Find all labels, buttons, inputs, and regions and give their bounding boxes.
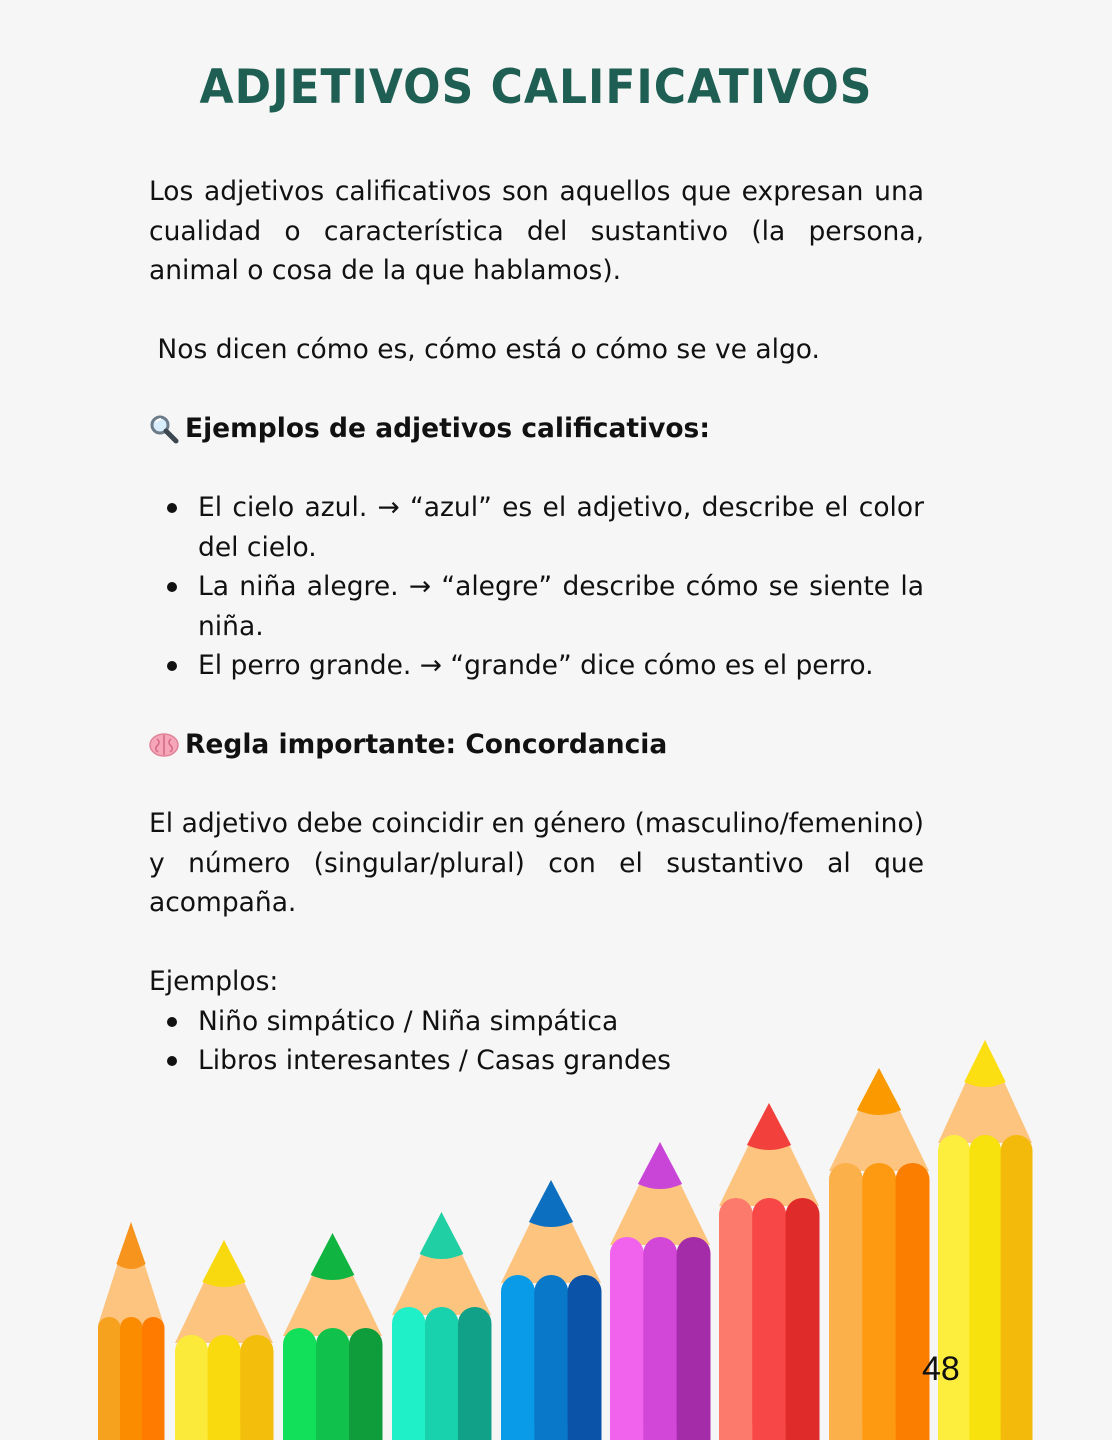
rule-heading-text: Regla importante: Concordancia [185, 729, 668, 760]
intro-paragraph: Los adjetivos calificativos son aquellos que expresan una cualidad o característica del sustantivo (la persona, animal o cosa de la que hablamos). [149, 176, 924, 286]
list-item: Niño simpático / Niña simpática [149, 1002, 924, 1042]
pencil-teal [392, 1212, 492, 1440]
examples-heading-text: Ejemplos de adjetivos calificativos: [185, 413, 710, 444]
list-item: La niña alegre. → “alegre” describe cómo se siente la niña. [149, 567, 924, 646]
page-title: ADJETIVOS CALIFICATIVOS [199, 59, 873, 116]
content [149, 172, 924, 1081]
rule-heading [149, 725, 924, 765]
pencil-red [719, 1103, 820, 1440]
rule-paragraph: El adjetivo debe coincidir en género (masculino/femenino) y número (singular/plural) con el sustantivo al que acompaña. [149, 808, 924, 918]
pencil-green [283, 1233, 383, 1440]
agreement-label: Ejemplos: [149, 966, 279, 997]
examples-heading [149, 409, 924, 449]
examples-list [149, 488, 924, 686]
page-number: 48 [922, 1350, 960, 1388]
list-item: El cielo azul. → “azul” es el adjetivo, describe el color del cielo. [149, 488, 924, 567]
list-item: Libros interesantes / Casas grandes [149, 1041, 924, 1081]
description-paragraph: Nos dicen cómo es, cómo está o cómo se ve algo. [149, 334, 820, 365]
brain-icon [149, 732, 185, 758]
pencil-purple [610, 1142, 711, 1440]
pencil-orange [98, 1222, 165, 1440]
pencil-blue [501, 1180, 602, 1440]
pencil-dark-orange [829, 1068, 930, 1440]
magnifying-glass-icon [149, 414, 185, 444]
pencil-yellow [175, 1240, 274, 1440]
list-item: El perro grande. → “grande” dice cómo es el perro. [149, 646, 924, 686]
